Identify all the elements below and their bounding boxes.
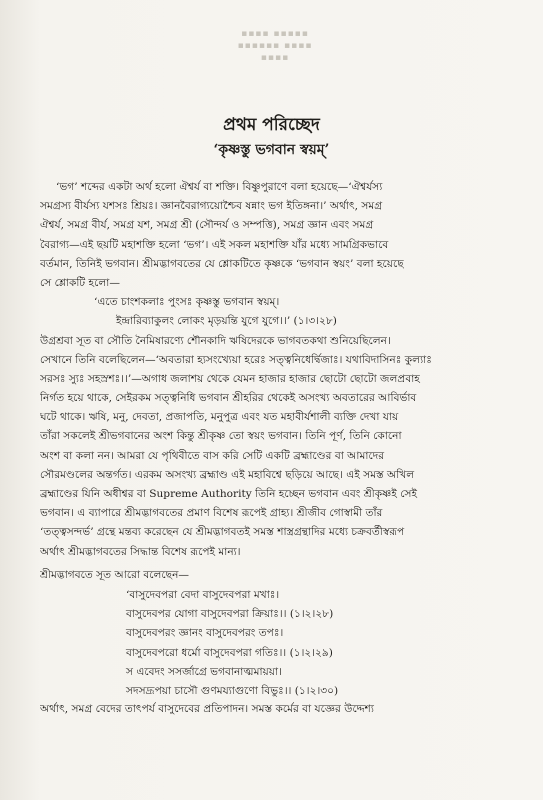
verse-line: ‘বাসুদেবপরা বেদা বাসুদেবপরা মখাঃ।	[126, 588, 280, 601]
chapter-subtitle: ‘কৃষ্ণস্তু ভগবান স্বয়ম্‌’	[213, 142, 330, 158]
verse-line: বাসুদেবপরং জ্ঞানং বাসুদেবপরং তপঃ।	[126, 627, 284, 640]
verse-line: স এবেদং সসর্জাগ্রে ভগবানাত্মমায়য়া।	[126, 665, 282, 678]
text-line: ব্রহ্মাণ্ডের যিনি অধীশ্বর বা Supreme Authority তিনি হচ্ছেন ভগবান এবং শ্রীকৃষ্ণই সেই	[40, 488, 418, 500]
verse-line: সদসদ্রূপয়া চাসৌ গুণময্যাগুণো বিভুঃ।। (১।২।৩০)	[126, 684, 339, 697]
text-line: সমগ্রস্য বীর্যস্য যশসঃ শ্রিয়ঃ। জ্ঞানবৈরাগ্যয়োশ্চৈব ষন্নাং ভগ ইতিঙ্গনা।’ অর্থাৎ, সমগ্র	[40, 200, 383, 213]
text-line: ঐশ্বর্য, সমগ্র বীর্য, সমগ্র যশ, সমগ্র শ্রী (সৌন্দর্য ও সম্পত্তি), সমগ্র জ্ঞান এবং সমগ্র	[40, 219, 374, 232]
verse-line: ইন্দ্রারিব্যাকুলং লোকং মৃড়য়ন্তি যুগে যুগে।।’ (১।৩।২৮)	[116, 315, 337, 328]
body-text	[40, 178, 520, 719]
chapter-title: প্রথম পরিচ্ছেদ	[223, 115, 320, 135]
text-line: ‘তত্ত্বসন্দর্ভ’ গ্রন্থে মন্তব্য করেছেন যে শ্রীমদ্ভাগবতই সমস্ত শাস্ত্রগ্রন্থাদির মধ্যে চক্রবর্তীস্বরূপ	[40, 526, 405, 539]
text-line: উগ্রশ্রবা সূত বা সৌতি নৈমিষারণ্যে শৌনকাদি ঋষিদেরকে ভাগবতকথা শুনিয়েছিলেন।	[40, 334, 391, 347]
show-through-text: ▪▪▪▪ ▪▪▪▪▪ ▪▪▪▪▪▪ ▪▪▪▪ ▪▪▪▪	[237, 29, 313, 63]
paragraph-4	[40, 700, 520, 719]
paragraph-2	[40, 332, 520, 562]
text-line: অর্থাৎ শ্রীমদ্ভাগবতের সিদ্ধান্ত বিশেষ রূপেই মান্য।	[40, 545, 241, 558]
text-line: তাঁরা সকলেই শ্রীভগবানের অংশ কিন্তু শ্রীকৃষ্ণ তো স্বয়ং ভগবান। তিনি পূর্ণ, তিনি কোনো	[40, 430, 402, 443]
verse-line: বাসুদেবপর যোগা বাসুদেবপরা ক্রিয়াঃ।। (১।২।২৮)	[126, 608, 334, 621]
text-line: সরসঃ স্যুঃ সহস্রশঃ।।’—অগাধ জলাশয় থেকে যেমন হাজার হাজার ছোটো ছোটো জলপ্রবাহ	[40, 372, 420, 385]
text-line: ‘ভগ’ শব্দের একটা অর্থ হলো ঐশ্বর্য বা শক্তি। বিষ্ণুপুরাণে বলা হয়েছে—‘ঐশ্বর্যস্য	[56, 181, 383, 193]
text-line: ভগবান। এ ব্যাপারে শ্রীমদ্ভাগবতের প্রমাণ বিশেষ রূপেই গ্রাহ্য। শ্রীজীব গোস্বামী তাঁর	[40, 507, 383, 520]
text-line: সে শ্লোকটি হলো—	[40, 276, 120, 289]
verse-2	[40, 585, 520, 700]
text-line: বৈরাগ্য—এই ছয়টি মহাশক্তি হলো ‘ভগ’। এই সকল মহাশক্তি যাঁর মধ্যে সামগ্রিকভাবে	[40, 238, 389, 251]
text-line: অর্থাৎ, সমগ্র বেদের তাৎপর্য বাসুদেবের প্রতিপাদন। সমস্ত কর্মের বা যজ্ঞের উদ্দেশ্য	[40, 703, 374, 716]
text-line: শ্রীমদ্ভাগবতে সূত আরো বলেছেন—	[40, 568, 190, 581]
verse-1	[40, 293, 520, 331]
paragraph-1	[40, 178, 520, 293]
text-line: সৌরমণ্ডলের অন্তর্গত। এরকম অসংখ্য ব্রহ্মাণ্ড এই মহাবিশ্বে ছড়িয়ে আছে। এই সমস্ত অখিল	[40, 468, 415, 481]
text-line: অংশ বা কলা নন। আমরা যে পৃথিবীতে বাস করি সেটি একটি ব্রহ্মাণ্ডের বা আমাদের	[40, 449, 385, 462]
verse-line: ‘এতে চাংশকলাঃ পুংসঃ কৃষ্ণস্তু ভগবান স্বয়ম্‌।	[94, 296, 280, 309]
paragraph-3	[40, 566, 520, 585]
verse-line: বাসুদেবপরো ধর্মো বাসুদেবপরা গতিঃ।। (১।২।২৯)	[126, 646, 333, 659]
text-line: নির্গত হয়ে থাকে, সেইরকম সত্ত্বনিধি ভগবান শ্রীহরির থেকেই অসংখ্য অবতারের আবির্ভাব	[40, 392, 417, 405]
text-line: ঘটে থাকে। ঋষি, মনু, দেবতা, প্রজাপতি, মনুপুত্র এবং যত মহাবীর্যশালী ব্যক্তি দেখা যায়	[40, 411, 399, 424]
text-line: সেখানে তিনি বলেছিলেন—‘অবতারা হ্যসংখ্যেয়া হরেঃ সত্ত্বনিধের্দ্বিজাঃ। যথাবিদাসিনঃ কুল্যাঃ	[40, 353, 432, 366]
text-line: বর্তমান, তিনিই ভগবান। শ্রীমদ্ভাগবতের যে শ্লোকটিতে কৃষ্ণকে ‘ভগবান স্বয়ং’ বলা হয়েছে	[40, 257, 404, 270]
